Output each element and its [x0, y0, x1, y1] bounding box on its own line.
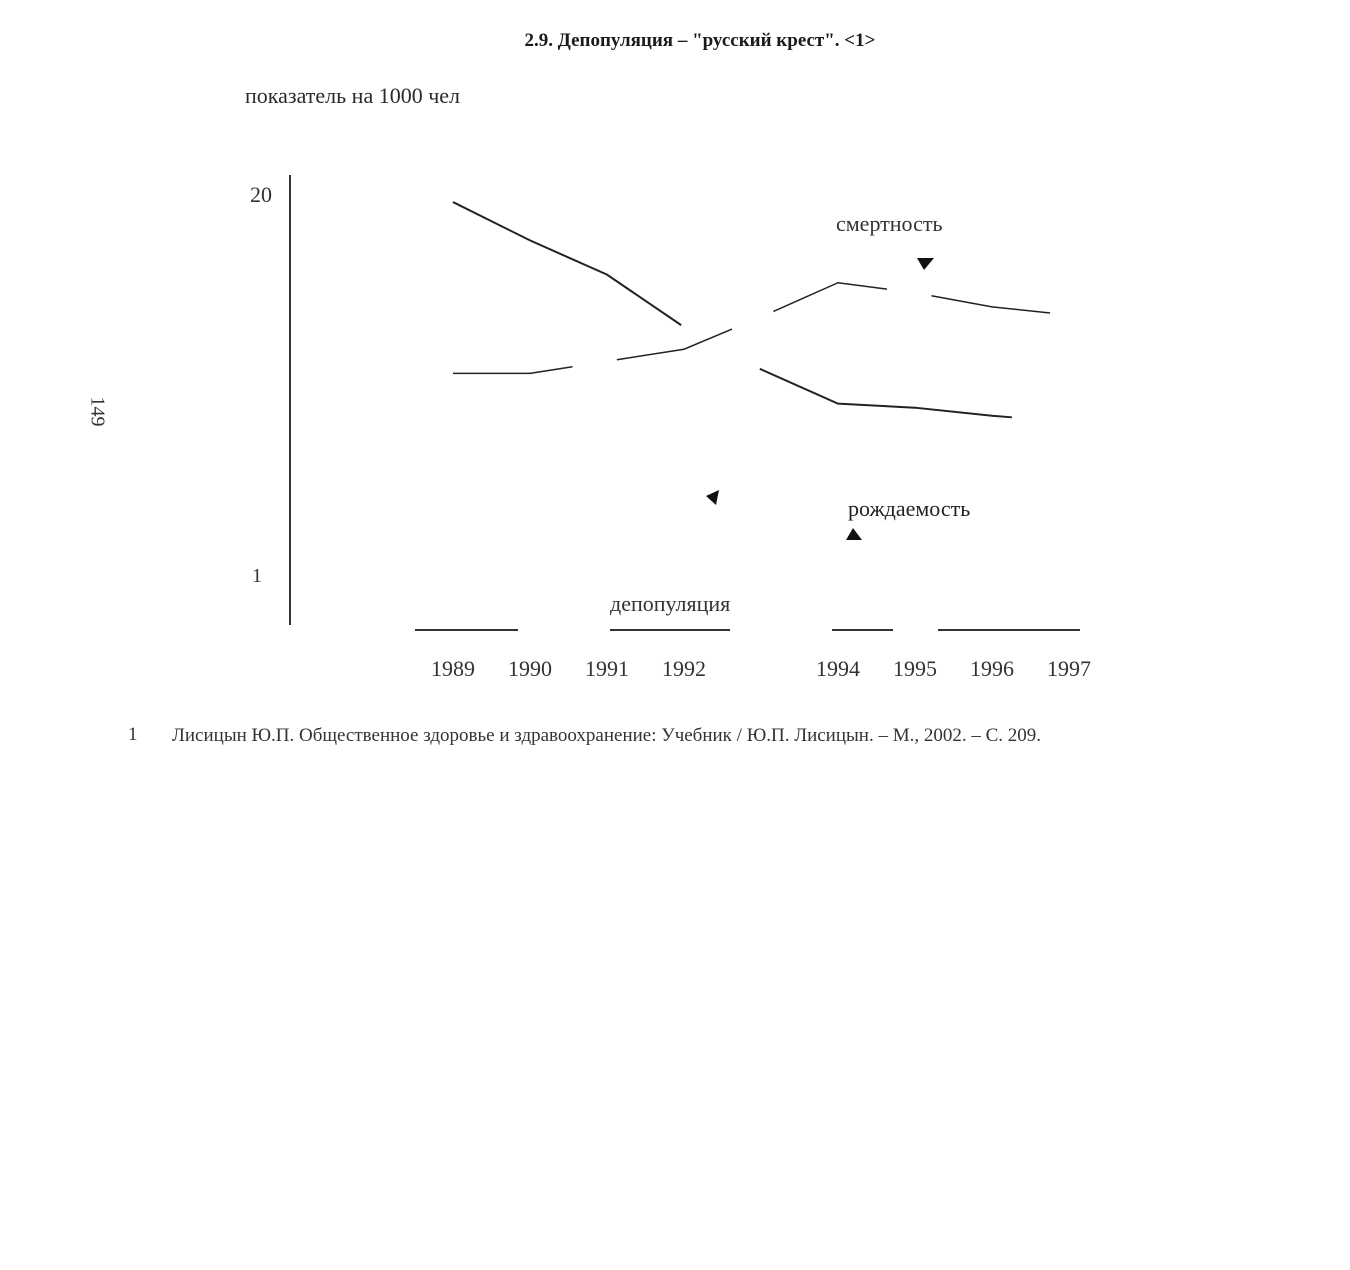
arrowhead-mortality — [917, 258, 934, 270]
x-tick-label: 1995 — [893, 656, 937, 681]
y-axis-label: показатель на 1000 чел — [245, 83, 461, 108]
x-tick-label: 1994 — [816, 656, 860, 681]
footnote-text: Лисицын Ю.П. Общественное здоровье и здравоохранение: Учебник / Ю.П. Лисицын. – М., 2002. – С. 209. — [172, 725, 1042, 746]
x-tick-label: 1996 — [970, 656, 1014, 681]
series-line-mortality — [453, 283, 1069, 374]
arrowhead-crossing — [706, 490, 719, 505]
x-tick-label: 1989 — [431, 656, 475, 681]
arrowhead-birth — [846, 528, 862, 540]
x-tick-label: 1991 — [585, 656, 629, 681]
series-line-birth — [453, 202, 1069, 422]
x-tick-label: 1992 — [662, 656, 706, 681]
figure-title: 2.9. Депопуляция – "русский крест". <1> — [524, 30, 876, 51]
x-tick-label: 1997 — [1047, 656, 1091, 681]
page-number: 149 — [86, 396, 109, 427]
y-tick-label-top: 20 — [250, 182, 272, 207]
x-tick-label: 1990 — [508, 656, 552, 681]
annotation-mortality: смертность — [836, 211, 943, 236]
annotation-birth: рождаемость — [848, 496, 971, 521]
annotation-depopulation: депопуляция — [610, 591, 731, 616]
footnote-number: 1 — [128, 724, 138, 745]
y-tick-label-bottom: 1 — [252, 565, 262, 587]
